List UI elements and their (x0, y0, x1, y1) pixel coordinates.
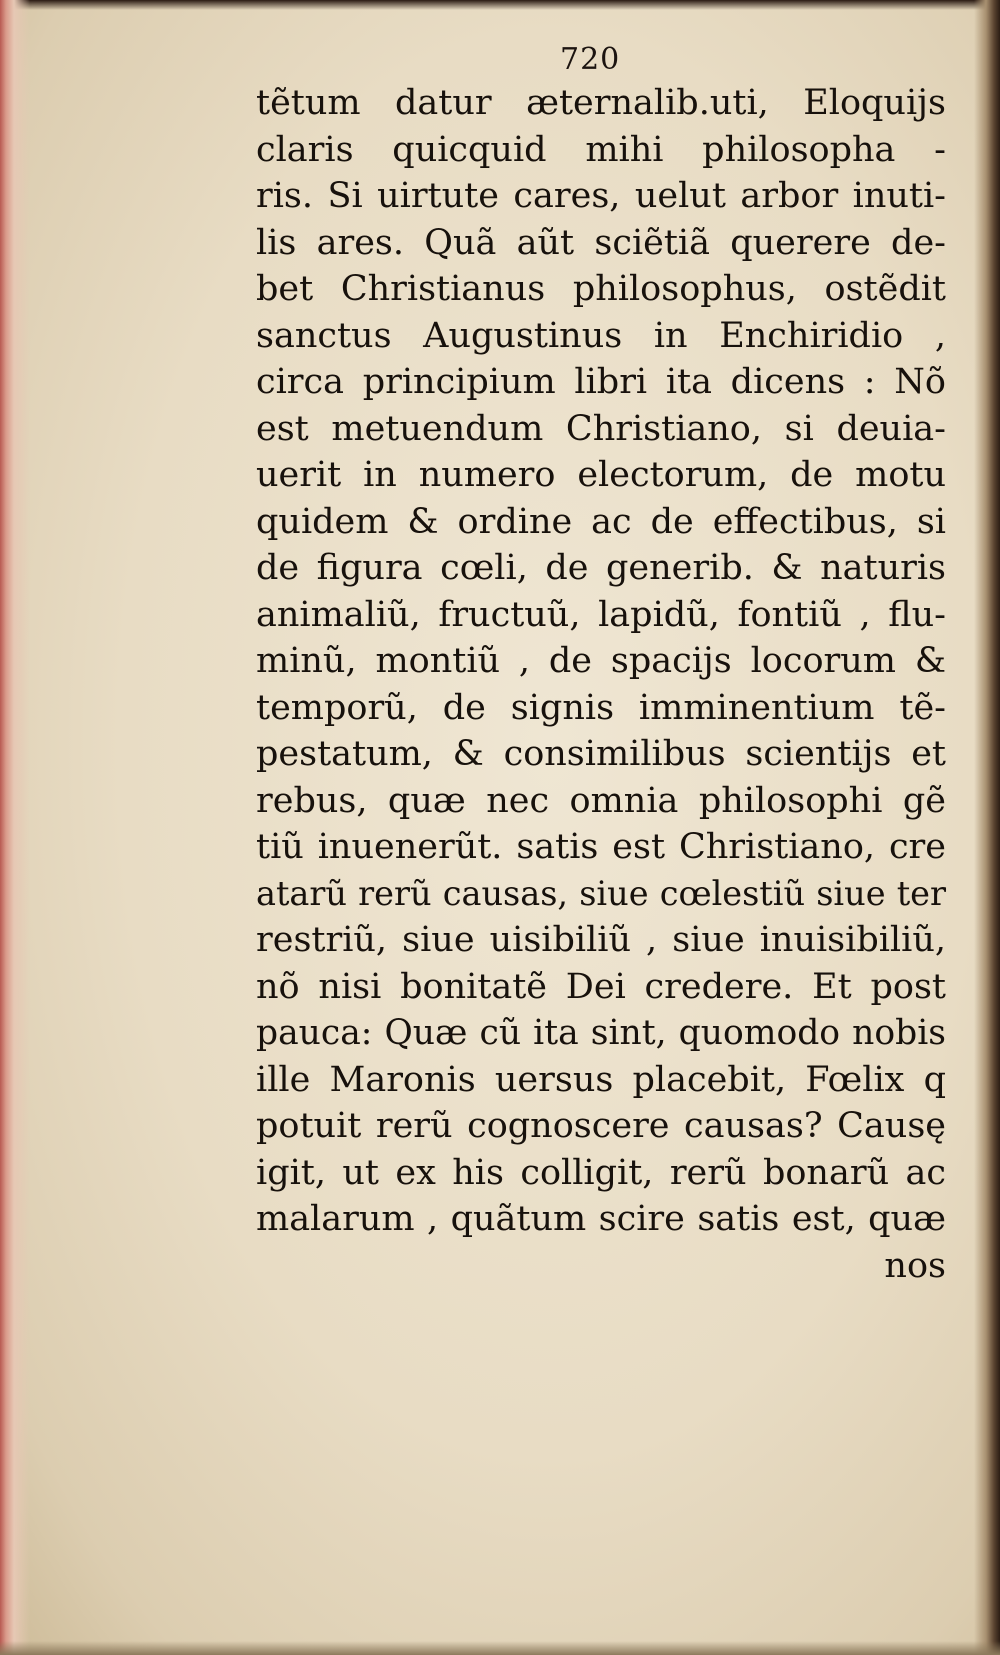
text-line: tẽtum datur æternalib.uti, Eloquijs (256, 83, 946, 123)
text-line: pestatum, & consimilibus scientijs et (256, 734, 946, 774)
catchword: nos (884, 1245, 946, 1286)
text-line: sanctus Augustinus in Enchiridio , (256, 315, 946, 356)
text-line: de figura cœli, de generib. & naturis (256, 548, 946, 588)
text-line: lis ares. Quã aũt sciẽtiã querere de- (256, 222, 946, 263)
text-line: quidem & ordine ac de effectibus, si (256, 501, 946, 542)
text-line: circa principium libri ita dicens : Nõ (256, 362, 946, 402)
page-bottom-edge (0, 1641, 1000, 1655)
text-block (256, 80, 946, 1289)
text-line: est metuendum Christiano, si deuia- (256, 408, 946, 449)
page-binding-edge (0, 0, 30, 1655)
text-line: rebus, quæ nec omnia philosophi gẽ (256, 780, 946, 821)
text-line: tiũ inuenerũt. satis est Christiano, cre (256, 827, 946, 867)
text-line: temporũ, de signis imminentium tẽ- (256, 687, 946, 728)
text-line: ris. Si uirtute cares, uelut arbor inuti- (256, 176, 946, 216)
page-top-edge (0, 0, 1000, 10)
text-line: pauca: Quæ cũ ita sint, quomodo nobis (256, 1013, 946, 1053)
text-line: malarum , quãtum scire satis est, quæ (256, 1199, 946, 1239)
page-spine-edge (974, 0, 1000, 1655)
text-line: nõ nisi bonitatẽ Dei credere. Et post (256, 966, 946, 1007)
text-line: atarũ rerũ causas, siue cœlestiũ siue ter (256, 873, 946, 913)
text-line: bet Christianus philosophus, ostẽdit (256, 269, 946, 309)
text-line: animaliũ, fructuũ, lapidũ, fontiũ , flu- (256, 594, 946, 635)
text-line: potuit rerũ cognoscere causas? Causę (256, 1106, 946, 1146)
text-line: minũ, montiũ , de spacijs locorum & (256, 641, 946, 681)
text-line: uerit in numero electorum, de motu (256, 455, 946, 495)
text-line: claris quicquid mihi philosopha - (256, 129, 946, 170)
page-number: 720 (560, 42, 621, 77)
text-line: igit, ut ex his colligit, rerũ bonarũ ac (256, 1152, 946, 1193)
text-line: restriũ, siue uisibiliũ , siue inuisibiliũ, (256, 920, 946, 960)
text-line: ille Maronis uersus placebit, Fœlix q (256, 1059, 946, 1100)
